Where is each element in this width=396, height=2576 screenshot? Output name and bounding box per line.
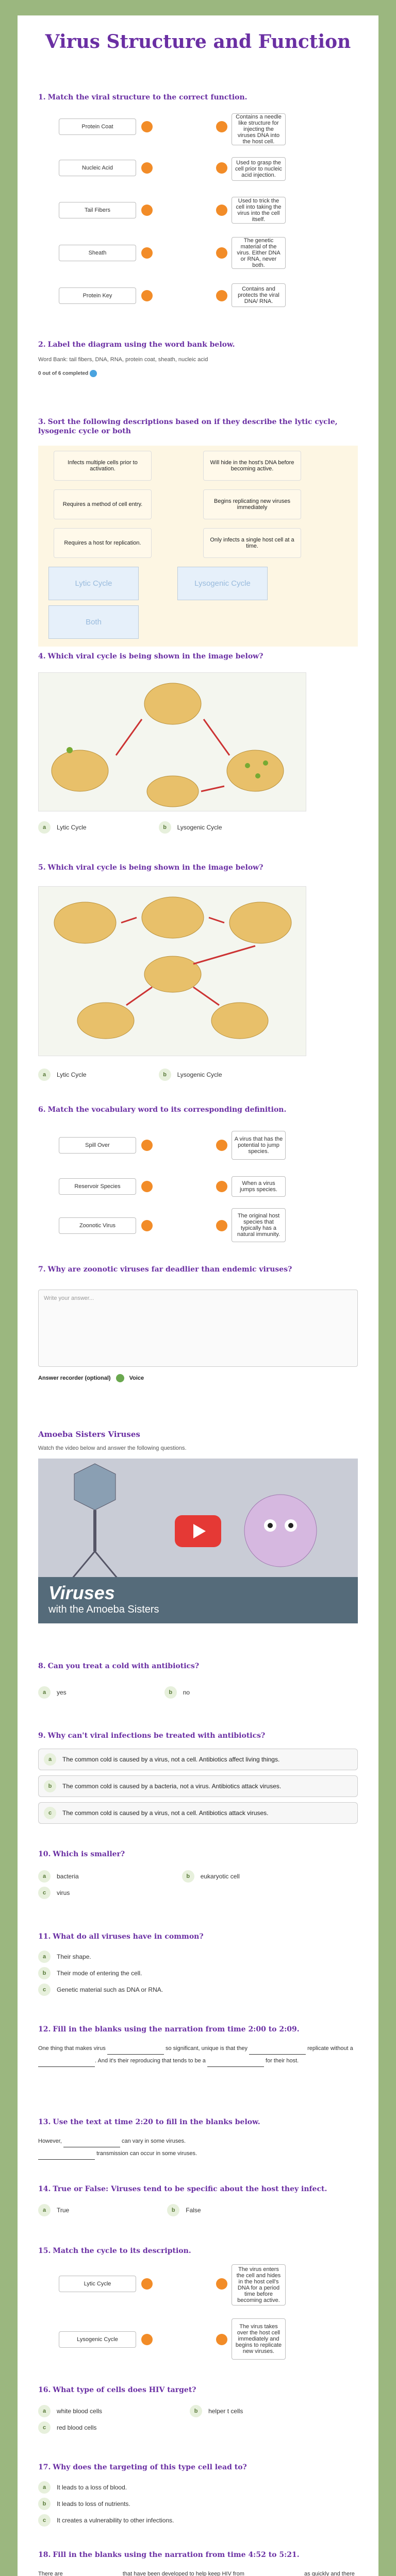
q11-options [38,1948,358,1998]
q3-zone-both[interactable]: Both [48,605,139,639]
question-10 [38,1850,358,1901]
q17-option-c[interactable]: c It creates a vulnerability to other infections. [38,2512,358,2529]
q3-sorting-area [38,446,358,647]
q16-option-c[interactable]: c red blood cells [38,2419,358,2436]
question-4-prompt: 4. Which viral cycle is being shown in the image below? [38,652,263,660]
q1-left-4[interactable]: Protein Key [59,287,136,304]
q2-completion: 0 out of 6 completed [38,370,358,377]
question-9-prompt: 9. Why can't viral infections be treated with antibiotics? [38,1732,266,1740]
lytic-cycle-diagram-icon [39,673,307,812]
q1-right-4[interactable]: Contains and protects the viral DNA/ RNA. [232,283,286,307]
q11-option-a[interactable]: a Their shape. [38,1948,358,1965]
question-5-prompt: 5. Which viral cycle is being shown in the image below? [38,863,263,872]
q3-zone-lysogenic[interactable]: Lysogenic Cycle [177,567,268,600]
q15-connector-right-0[interactable] [216,2278,227,2290]
q2-word-bank: Word Bank: tail fibers, DNA, RNA, protein coat, sheath, nucleic acid [38,357,208,363]
question-17 [38,2463,358,2529]
question-16 [38,2385,358,2436]
video-instruction: Watch the video below and answer the following questions. [38,1445,187,1451]
q4-option-a[interactable]: a Lytic Cycle [38,819,87,836]
question-15-prompt: 15. Match the cycle to its description. [38,2247,191,2255]
q6-connector-right-2[interactable] [216,1220,227,1231]
question-8-prompt: 8. Can you treat a cold with antibiotics? [38,1662,200,1670]
q9-options [38,1749,358,1824]
question-7-prompt: 7. Why are zoonotic viruses far deadlier than endemic viruses? [38,1265,292,1274]
q18-blank-1[interactable] [246,2573,303,2576]
q1-connector-right-0[interactable] [216,121,227,132]
q9-option-c[interactable]: c The common cold is caused by a virus, not a cell. Antibiotics attack viruses. [38,1802,358,1824]
q12-blank-1[interactable] [249,2047,306,2055]
q6-right-1[interactable]: When a virus jumps species. [232,1176,286,1197]
play-icon [193,1524,206,1538]
q1-left-0[interactable]: Protein Coat [59,118,136,135]
q4-options [38,819,358,836]
question-10-prompt: 10. Which is smaller? [38,1850,125,1858]
question-14-prompt: 14. True or False: Viruses tend to be specific about the host they infect. [38,2185,327,2193]
question-8 [38,1662,358,1701]
q10-options-row [38,1868,358,1885]
q6-matching [38,1131,358,1249]
q12-blank-2[interactable] [38,2060,95,2067]
q13-fill-paragraph: However, can vary in some viruses. transmission can occur in some viruses. [38,2135,358,2160]
q15-connector-right-1[interactable] [216,2334,227,2345]
q1-right-2[interactable]: Used to trick the cell into taking the virus into the cell itself. [232,197,286,224]
q1-connector-right-1[interactable] [216,162,227,174]
question-18 [38,2550,358,2576]
q3-card-1[interactable]: Will hide in the host's DNA before becoming active. [203,451,301,481]
video-section [38,1430,358,1623]
q3-card-5[interactable]: Only infects a single host cell at a time. [203,528,301,558]
q17-option-b[interactable]: b It leads to loss of nutrients. [38,2496,358,2512]
question-4 [38,652,358,661]
q6-right-0[interactable]: A virus that has the potential to jump species. [232,1131,286,1160]
q1-connector-left-0[interactable] [141,121,153,132]
q18-blank-0[interactable] [64,2573,121,2576]
q5-option-b[interactable]: b Lysogenic Cycle [159,1066,222,1083]
q9-option-b[interactable]: b The common cold is caused by a bacteria, not a virus. Antibiotics attack viruses. [38,1775,358,1797]
q6-connector-right-1[interactable] [216,1181,227,1192]
q13-blank-1[interactable] [38,2153,95,2160]
q15-connector-left-1[interactable] [141,2334,153,2345]
question-14 [38,2184,358,2218]
q1-connector-right-3[interactable] [216,247,227,259]
q1-right-3[interactable]: The genetic material of the virus. Either DNA or RNA, never both. [232,237,286,269]
q15-left-1[interactable]: Lysogenic Cycle [59,2331,136,2348]
question-16-prompt: 16. What type of cells does HIV target? [38,2386,196,2394]
question-12-prompt: 12. Fill in the blanks using the narration from time 2:00 to 2:09. [38,2025,300,2033]
video-player[interactable] [38,1459,358,1623]
q9-option-a[interactable]: a The common cold is caused by a virus, not a cell. Antibiotics affect living things. [38,1749,358,1770]
q10-option-b[interactable]: b eukaryotic cell [182,1868,240,1885]
q3-zone-lytic[interactable]: Lytic Cycle [48,567,139,600]
q12-blank-3[interactable] [207,2060,264,2067]
q8-option-a[interactable]: a yes [38,1684,67,1701]
q16-option-b[interactable]: b helper t cells [190,2403,243,2419]
q6-left-1[interactable]: Reservoir Species [59,1178,136,1195]
q17-options [38,2479,358,2529]
q1-connector-left-2[interactable] [141,205,153,216]
video-caption [38,1577,358,1623]
question-3 [38,417,358,436]
question-13 [38,2117,358,2160]
play-button[interactable] [175,1515,221,1547]
q16-options-row [38,2403,358,2419]
q1-left-2[interactable]: Tail Fibers [59,202,136,218]
question-17-prompt: 17. Why does the targeting of this type cell lead to? [38,2463,247,2471]
q10-option-c[interactable]: c virus [38,1885,358,1901]
q1-matching [38,113,358,335]
question-18-prompt: 18. Fill in the blanks using the narration from time 4:52 to 5:21. [38,2551,300,2559]
q6-right-2[interactable]: The original host species that typically has a natural immunity. [232,1208,286,1242]
q15-right-0[interactable]: The virus enters the cell and hides in the host cell's DNA for a period time before becoming active. [232,2264,286,2306]
q3-card-4[interactable]: Requires a host for replication. [54,528,152,558]
q4-cycle-image [38,672,306,811]
question-3-prompt: 3. Sort the following descriptions based on if they describe the lytic cycle, lysogenic cycle or both [38,418,338,435]
q11-option-c[interactable]: c Genetic material such as DNA or RNA. [38,1981,358,1998]
q6-connector-left-2[interactable] [141,1220,153,1231]
q6-left-2[interactable]: Zoonotic Virus [59,1217,136,1234]
video-caption-subtitle: with the Amoeba Sisters [48,1604,159,1615]
q18-fill-paragraph: There are that have been developed to help keep HIV from as quickly and there [38,2568,358,2576]
q6-connector-left-0[interactable] [141,1140,153,1151]
q12-fill-paragraph: One thing that makes virus so significant, unique is that they replicate without a . And it's their reproducing that tends to be a for their host. [38,2042,358,2067]
question-6 [38,1105,358,1114]
q5-cycle-image [38,886,306,1056]
q6-left-0[interactable]: Spill Over [59,1137,136,1154]
q16-option-a[interactable]: a white blood cells [38,2403,102,2419]
recorder-label: Answer recorder (optional) [38,1375,111,1381]
q1-right-1[interactable]: Used to grasp the cell prior to nucleic acid injection. [232,157,286,181]
q15-matching [38,2264,358,2367]
q7-recorder [38,1374,358,1382]
video-heading: Amoeba Sisters Viruses [38,1430,140,1439]
q1-left-3[interactable]: Sheath [59,245,136,261]
q14-option-b[interactable]: b False [167,2202,201,2218]
microphone-icon[interactable] [116,1374,124,1382]
q7-answer-textarea[interactable]: Write your answer... [38,1290,358,1367]
question-2 [38,340,358,377]
q3-card-2[interactable]: Requires a method of cell entry. [54,489,152,519]
question-1-prompt: 1. Match the viral structure to the correct function. [38,93,248,101]
question-11 [38,1932,358,1998]
q1-connector-left-1[interactable] [141,162,153,174]
question-7 [38,1265,358,1382]
question-13-prompt: 13. Use the text at time 2:20 to fill in the blanks below. [38,2118,260,2126]
q6-connector-right-0[interactable] [216,1140,227,1151]
voice-label[interactable]: Voice [129,1375,144,1381]
q15-connector-left-0[interactable] [141,2278,153,2290]
q1-connector-left-4[interactable] [141,290,153,301]
q14-option-a[interactable]: a True [38,2202,69,2218]
q3-card-0[interactable]: Infects multiple cells prior to activation. [54,451,152,481]
q8-option-b[interactable]: b no [164,1684,190,1701]
q6-connector-left-1[interactable] [141,1181,153,1192]
q17-option-a[interactable]: a It leads to a loss of blood. [38,2479,358,2496]
q3-card-3[interactable]: Begins replicating new viruses immediately [203,489,301,519]
q10-option-a[interactable]: a bacteria [38,1868,79,1885]
q13-blank-0[interactable] [63,2140,120,2147]
q4-option-b[interactable]: b Lysogenic Cycle [159,819,222,836]
q14-options [38,2202,358,2218]
question-12 [38,2025,358,2067]
q5-option-a[interactable]: a Lytic Cycle [38,1066,87,1083]
q1-left-1[interactable]: Nucleic Acid [59,160,136,176]
question-5 [38,863,358,872]
video-caption-title: Viruses [48,1582,115,1603]
q15-right-1[interactable]: The virus takes over the host cell immediately and begins to replicate new viruses. [232,2318,286,2360]
q1-connector-right-2[interactable] [216,205,227,216]
q8-options [38,1684,358,1701]
worksheet-page [18,15,378,2576]
q12-blank-0[interactable] [107,2047,164,2055]
q1-connector-right-4[interactable] [216,290,227,301]
lysogenic-cycle-diagram-icon [39,887,307,1057]
question-1 [38,93,358,102]
q5-options [38,1066,358,1083]
question-6-prompt: 6. Match the vocabulary word to its corresponding definition. [38,1106,287,1114]
page-title: Virus Structure and Function [45,31,351,53]
info-icon[interactable] [90,370,97,377]
question-9 [38,1731,358,1829]
q15-left-0[interactable]: Lytic Cycle [59,2276,136,2292]
question-15 [38,2246,358,2256]
question-11-prompt: 11. What do all viruses have in common? [38,1933,204,1941]
q1-right-0[interactable]: Contains a needle like structure for injecting the viruses DNA into the host cell. [232,113,286,145]
q11-option-b[interactable]: b Their mode of entering the cell. [38,1965,358,1981]
question-2-prompt: 2. Label the diagram using the word bank below. [38,341,235,349]
q1-connector-left-3[interactable] [141,247,153,259]
